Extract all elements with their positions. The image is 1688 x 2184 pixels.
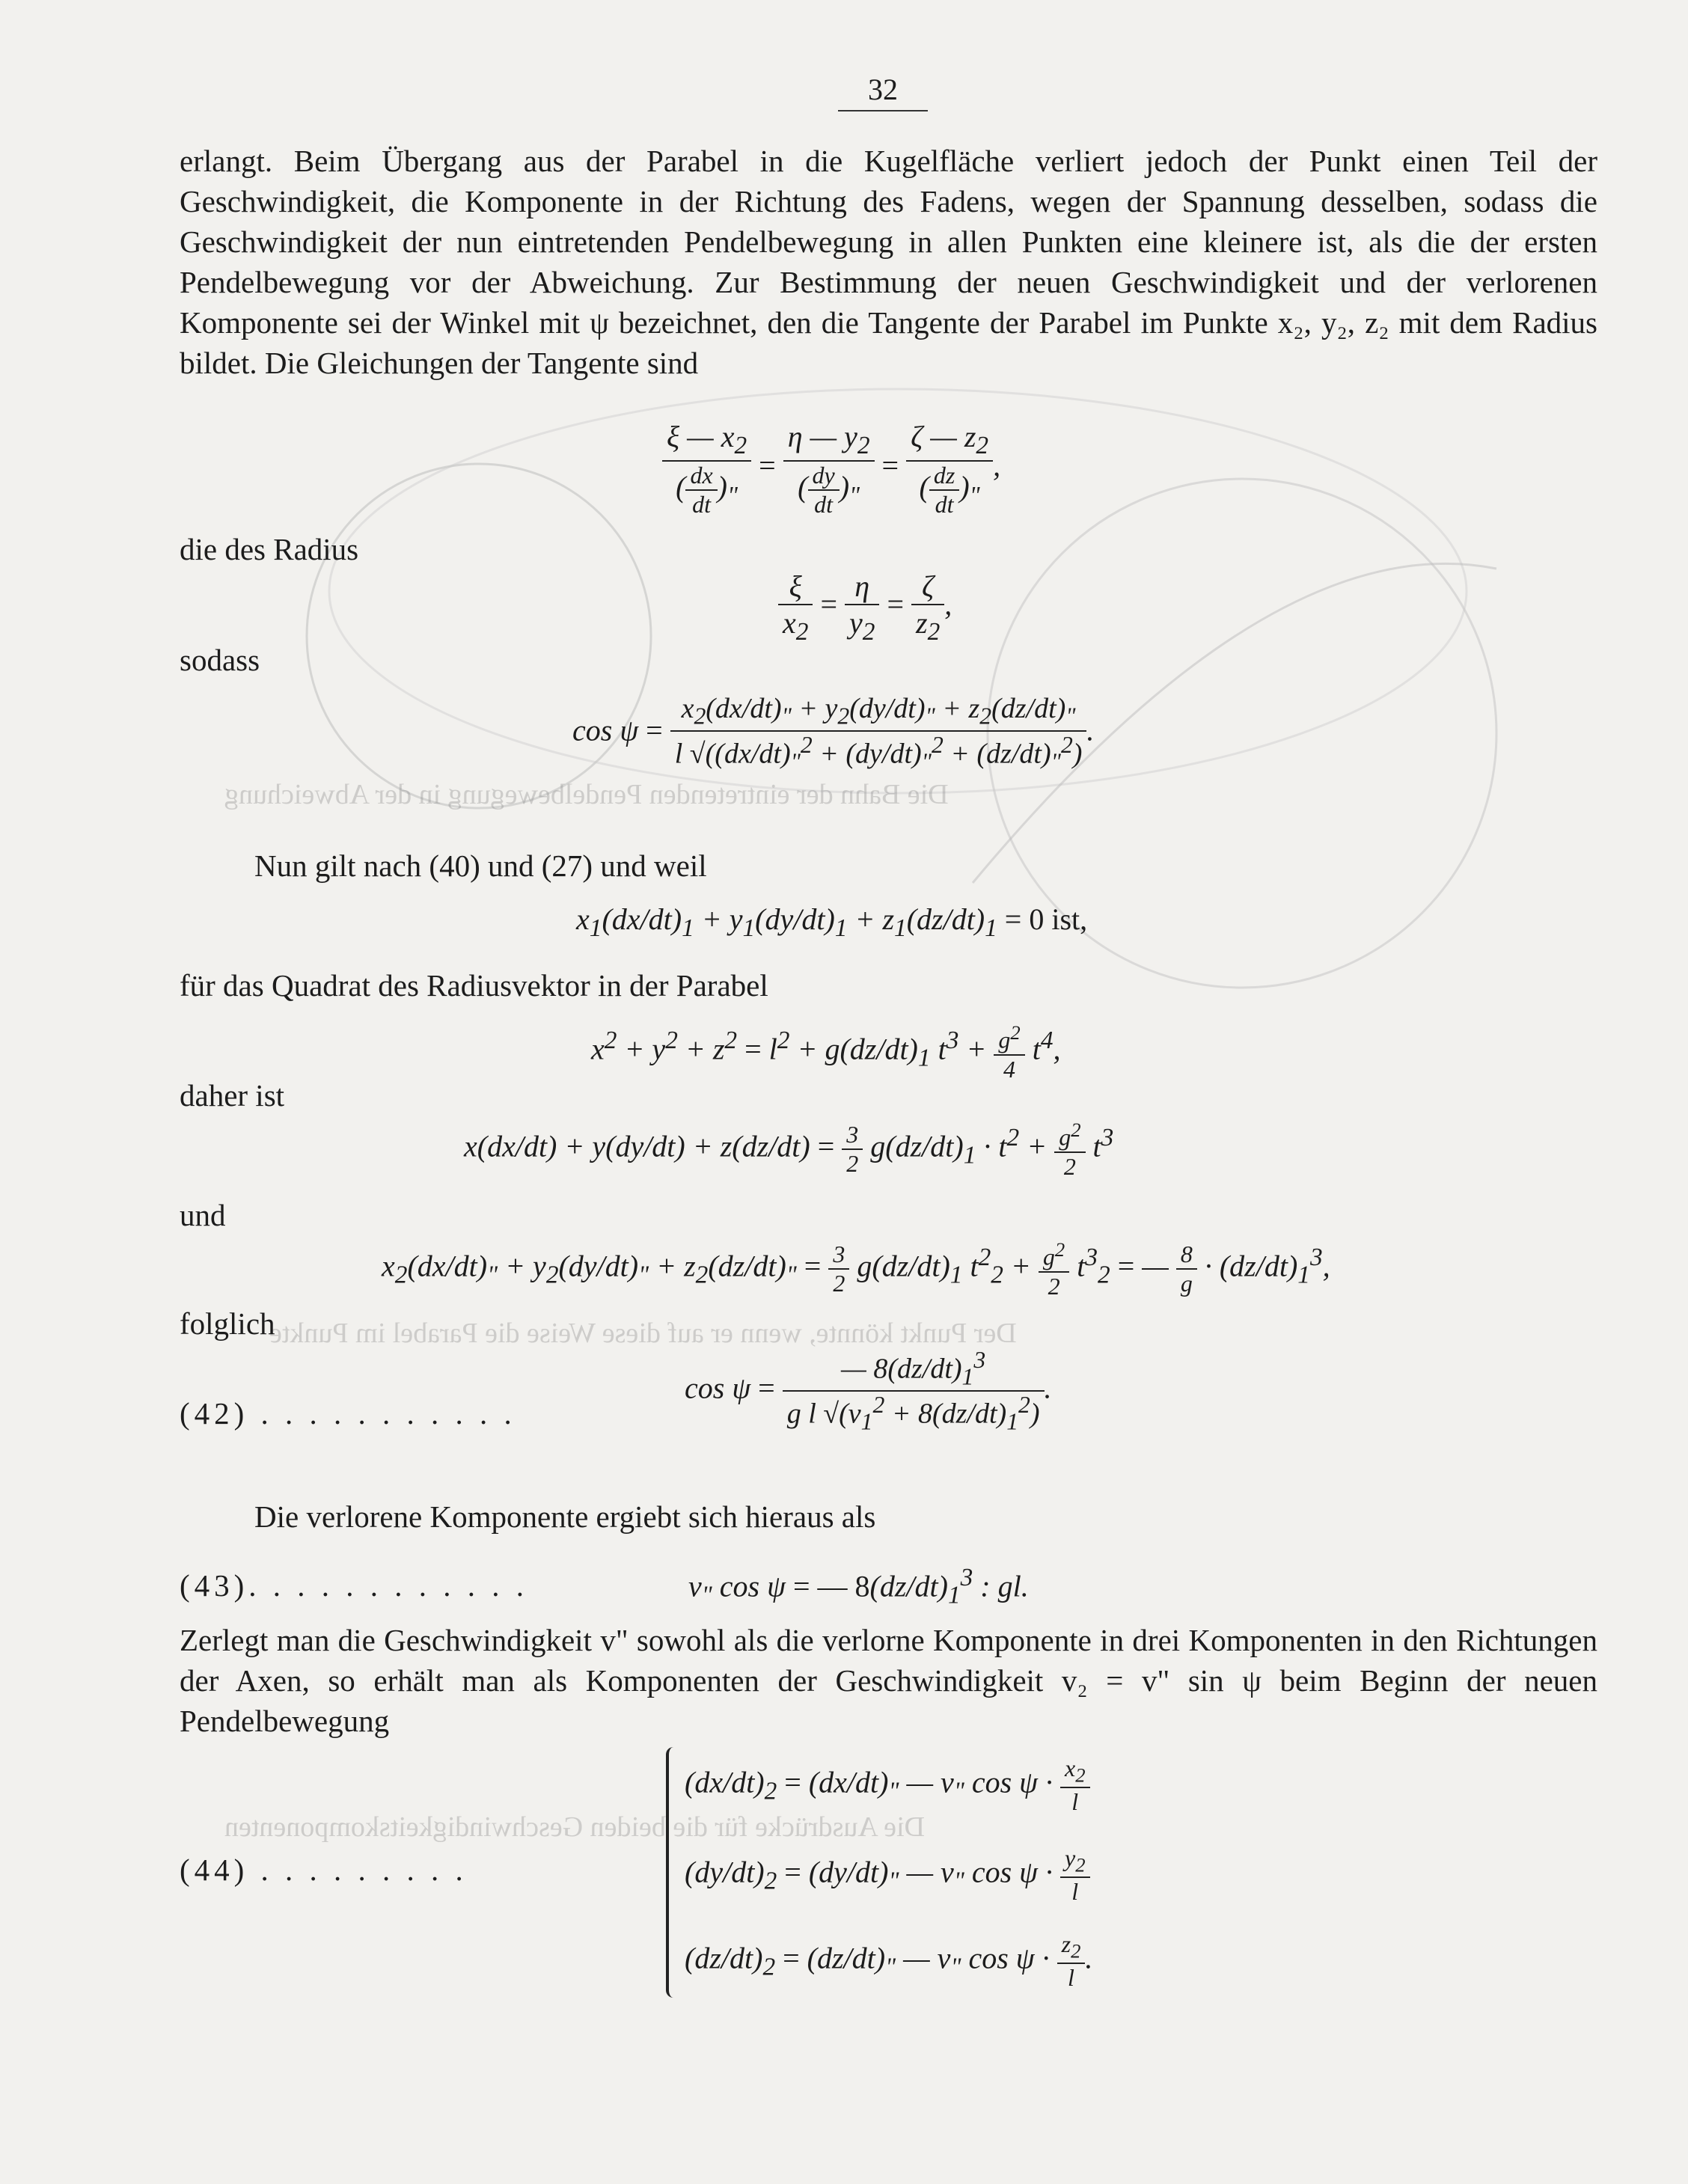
paragraph-quadrat: für das Quadrat des Radiusvektor in der Parabel	[180, 968, 768, 1003]
paragraph-zerlegt: Zerlegt man die Geschwindigkeit v" sowohl als die verlorne Komponente in drei Komponenten in den Richtungen der Axen, so erhält man als Komponenten der Geschwindigkeit v₂ = v" sin ψ beim Beginn der neuen Pendelbewegung	[180, 1623, 1597, 1738]
equation-44-line-y: $(dy/dt)_2 = (dy/dt)_"$ — $v_"$ cos ψ · $\frac{y_2}{l}$	[685, 1844, 1090, 1906]
label-folglich: folglich	[180, 1306, 275, 1341]
equation-number-44: (44) . . . . . . . . .	[180, 1853, 468, 1887]
label-sodass: sodass	[180, 643, 260, 677]
equation-number-42: (42) . . . . . . . . . . .	[180, 1396, 516, 1431]
equation-condition: $x_1(dx/dt)_1 + y_1(dy/dt)_1 + z_1(dz/dt)_1 = 0$ ist,	[576, 902, 1088, 942]
equation-und: $x_2(dx/dt)_" + y_2(dy/dt)_" + z_2(dz/dt)_"$ = $\frac{3}{2}$ $g(dz/dt)_1$ $t^2_2$ + $\frac{g^2}{2}$ $t^3_2$ = — $\frac{8}{g}$ · $(dz/dt)_1^3$,	[382, 1238, 1330, 1300]
bleed-through-text: Die Bahn der eintretenden Pendelbewegung in der Abweichung	[224, 779, 949, 810]
equation-tangent: ξ — $x_2$ ( $\frac{dx}{dt}$ )$_"$ = η — $y_2$ ( $\frac{dy}{dt}$ )$_"$ = ζ — $z_2$ ( $\frac{dz}{dt}$ )$_"$ ,	[662, 419, 1000, 519]
label-und: und	[180, 1198, 226, 1232]
equation-daher: x(dx/dt) + y(dy/dt) + z(dz/dt) = $\frac{3}{2}$ $g(dz/dt)_1 \cdot t^2$ + $\frac{g^2}{2}$ $t^3$	[464, 1119, 1114, 1180]
equation-44-line-x: $(dx/dt)_2 = (dx/dt)_"$ — $v_"$ cos ψ · $\frac{x_2}{l}$	[685, 1755, 1090, 1816]
page-number: 32	[838, 72, 928, 111]
bleed-through-text: Der Punkt könnte, wenn er auf diese Weise die Parabel im Punkte	[269, 1318, 1017, 1349]
equation-43: $v_"$ cos ψ = — $8(dz/dt)_1^3$ : gl.	[688, 1564, 1029, 1609]
equation-radius-square: $x^2 + y^2 + z^2 = l^2 + g(dz/dt)_1$ $t^3$ + $\frac{g^2}{4}$ $t^4$,	[591, 1021, 1061, 1083]
paragraph-verlorene: Die verlorene Komponente ergiebt sich hieraus als	[254, 1499, 876, 1534]
equation-44-brace	[666, 1747, 681, 1998]
bleed-through-text: Die Ausdrücke für die beiden Geschwindigkeitskomponenten	[224, 1811, 926, 1843]
equation-number-43: (43). . . . . . . . . . . .	[180, 1568, 529, 1603]
paragraph-nun-gilt: Nun gilt nach (40) und (27) und weil	[254, 848, 707, 883]
equation-42: cos ψ = $\frac{— 8(dz/dt)_1^3}{g l √(v_1^2 + 8(dz/dt)_1^2)}$ .	[685, 1347, 1052, 1435]
paragraph-intro: erlangt. Beim Übergang aus der Parabel in die Kugelfläche verliert jedoch der Punkt einen Teil der Geschwindigkeit, die Komponente in der Richtung des Fadens, wegen der Spannung desselben, sodass die Geschwindigkeit der nun eintretenden Pendelbewegung in allen Punkten eine kleinere ist, als die der ersten Pendelbewegung vor der Abweichung. Zur Bestimmung der neuen Geschwindigkeit und der verlorenen Komponente sei der Winkel mit ψ bezeichnet, den die Tangente der Parabel im Punkte x₂, y₂, z₂ mit dem Radius bildet. Die Gleichungen der Tangente sind	[180, 144, 1597, 380]
label-daher: daher ist	[180, 1078, 285, 1113]
equation-radius: $\frac{\xi}{x_2}$ = $\frac{\eta}{y_2}$ = $\frac{\zeta}{z_2}$ ,	[778, 569, 952, 646]
label-radius: die des Radius	[180, 532, 359, 566]
equation-cos-psi: cos ψ = $\frac{x_2(dx/dt)_" + y_2(dy/dt)_" + z_2(dz/dt)_"}{l √((dx/dt)_"^2 + (dy/dt)_"^2 + (dz/dt)_"^2)}$ .	[572, 693, 1095, 774]
equation-44-line-z: $(dz/dt)_2 = (dz/dt)_"$ — $v_"$ cos ψ · $\frac{z_2}{l}$ .	[685, 1930, 1093, 1992]
